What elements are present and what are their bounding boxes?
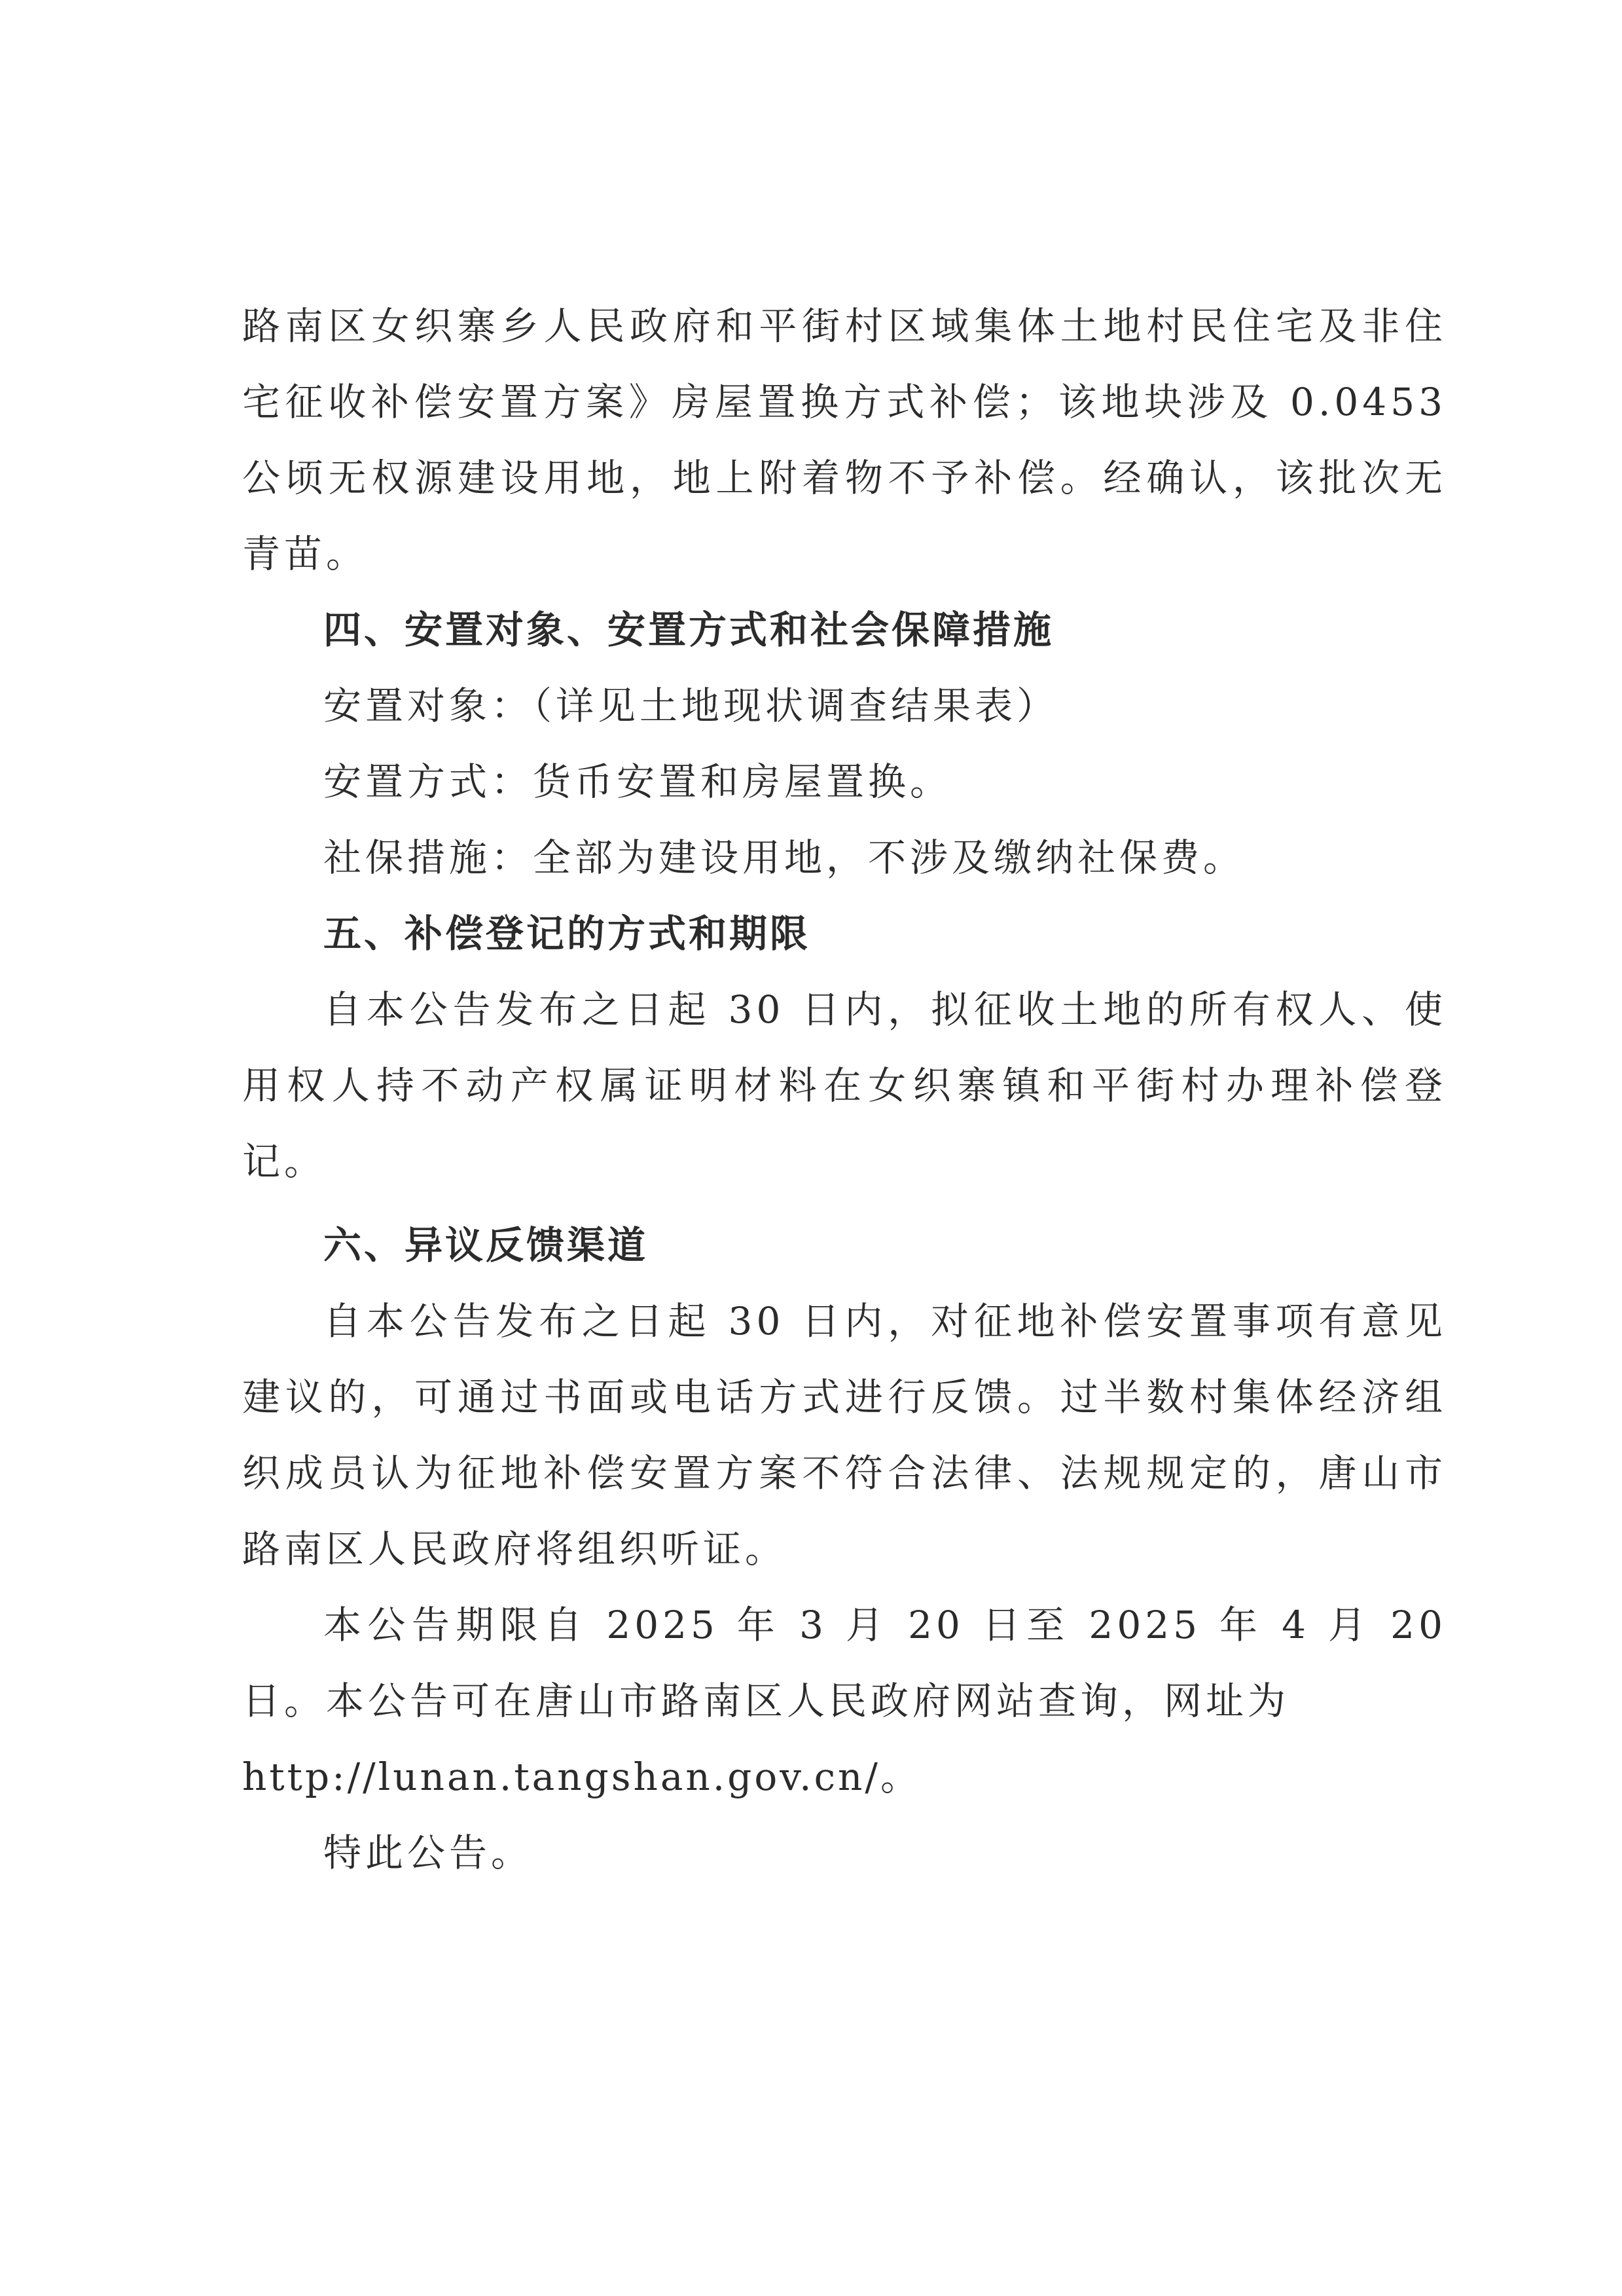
section4-heading: 四、安置对象、安置方式和社会保障措施 (323, 608, 1054, 652)
section5-heading: 五、补偿登记的方式和期限 (323, 911, 811, 956)
social-security-measures: 社保措施：全部为建设用地，不涉及缴纳社保费。 (323, 835, 1246, 880)
period-paragraph (242, 1587, 1447, 1815)
website-url: http://lunan.tangshan.gov.cn/。 (242, 1755, 921, 1799)
section5-body: 自本公告发布之日起 30 日内，拟征收土地的所有权人、使用权人持不动产权属证明材料在女织寨镇和平街村办理补偿登记。 (242, 987, 1447, 1184)
resettlement-method: 安置方式：货币安置和房屋置换。 (323, 759, 952, 804)
resettlement-object: 安置对象：（详见土地现状调查结果表） (323, 683, 1059, 728)
period-text: 本公告期限自 2025 年 3 月 20 日至 2025 年 4 月 20 日。本公告可在唐山市路南区人民政府网站查询，网址为 (242, 1603, 1447, 1723)
continuation-paragraph: 路南区女织寨乡人民政府和平街村区域集体土地村民住宅及非住宅征收补偿安置方案》房屋置换方式补偿；该地块涉及 0.0453 公顷无权源建设用地，地上附着物不予补偿。经确认，该批次无青苗。 (242, 304, 1447, 576)
section6-body: 自本公告发布之日起 30 日内，对征地补偿安置事项有意见建议的，可通过书面或电话方式进行反馈。过半数村集体经济组织成员认为征地补偿安置方案不符合法律、法规规定的，唐山市路南区人民政府将组织听证。 (242, 1299, 1447, 1571)
notice-body (242, 288, 1447, 1891)
closing-line: 特此公告。 (323, 1831, 533, 1875)
section6-heading: 六、异议反馈渠道 (323, 1223, 649, 1267)
